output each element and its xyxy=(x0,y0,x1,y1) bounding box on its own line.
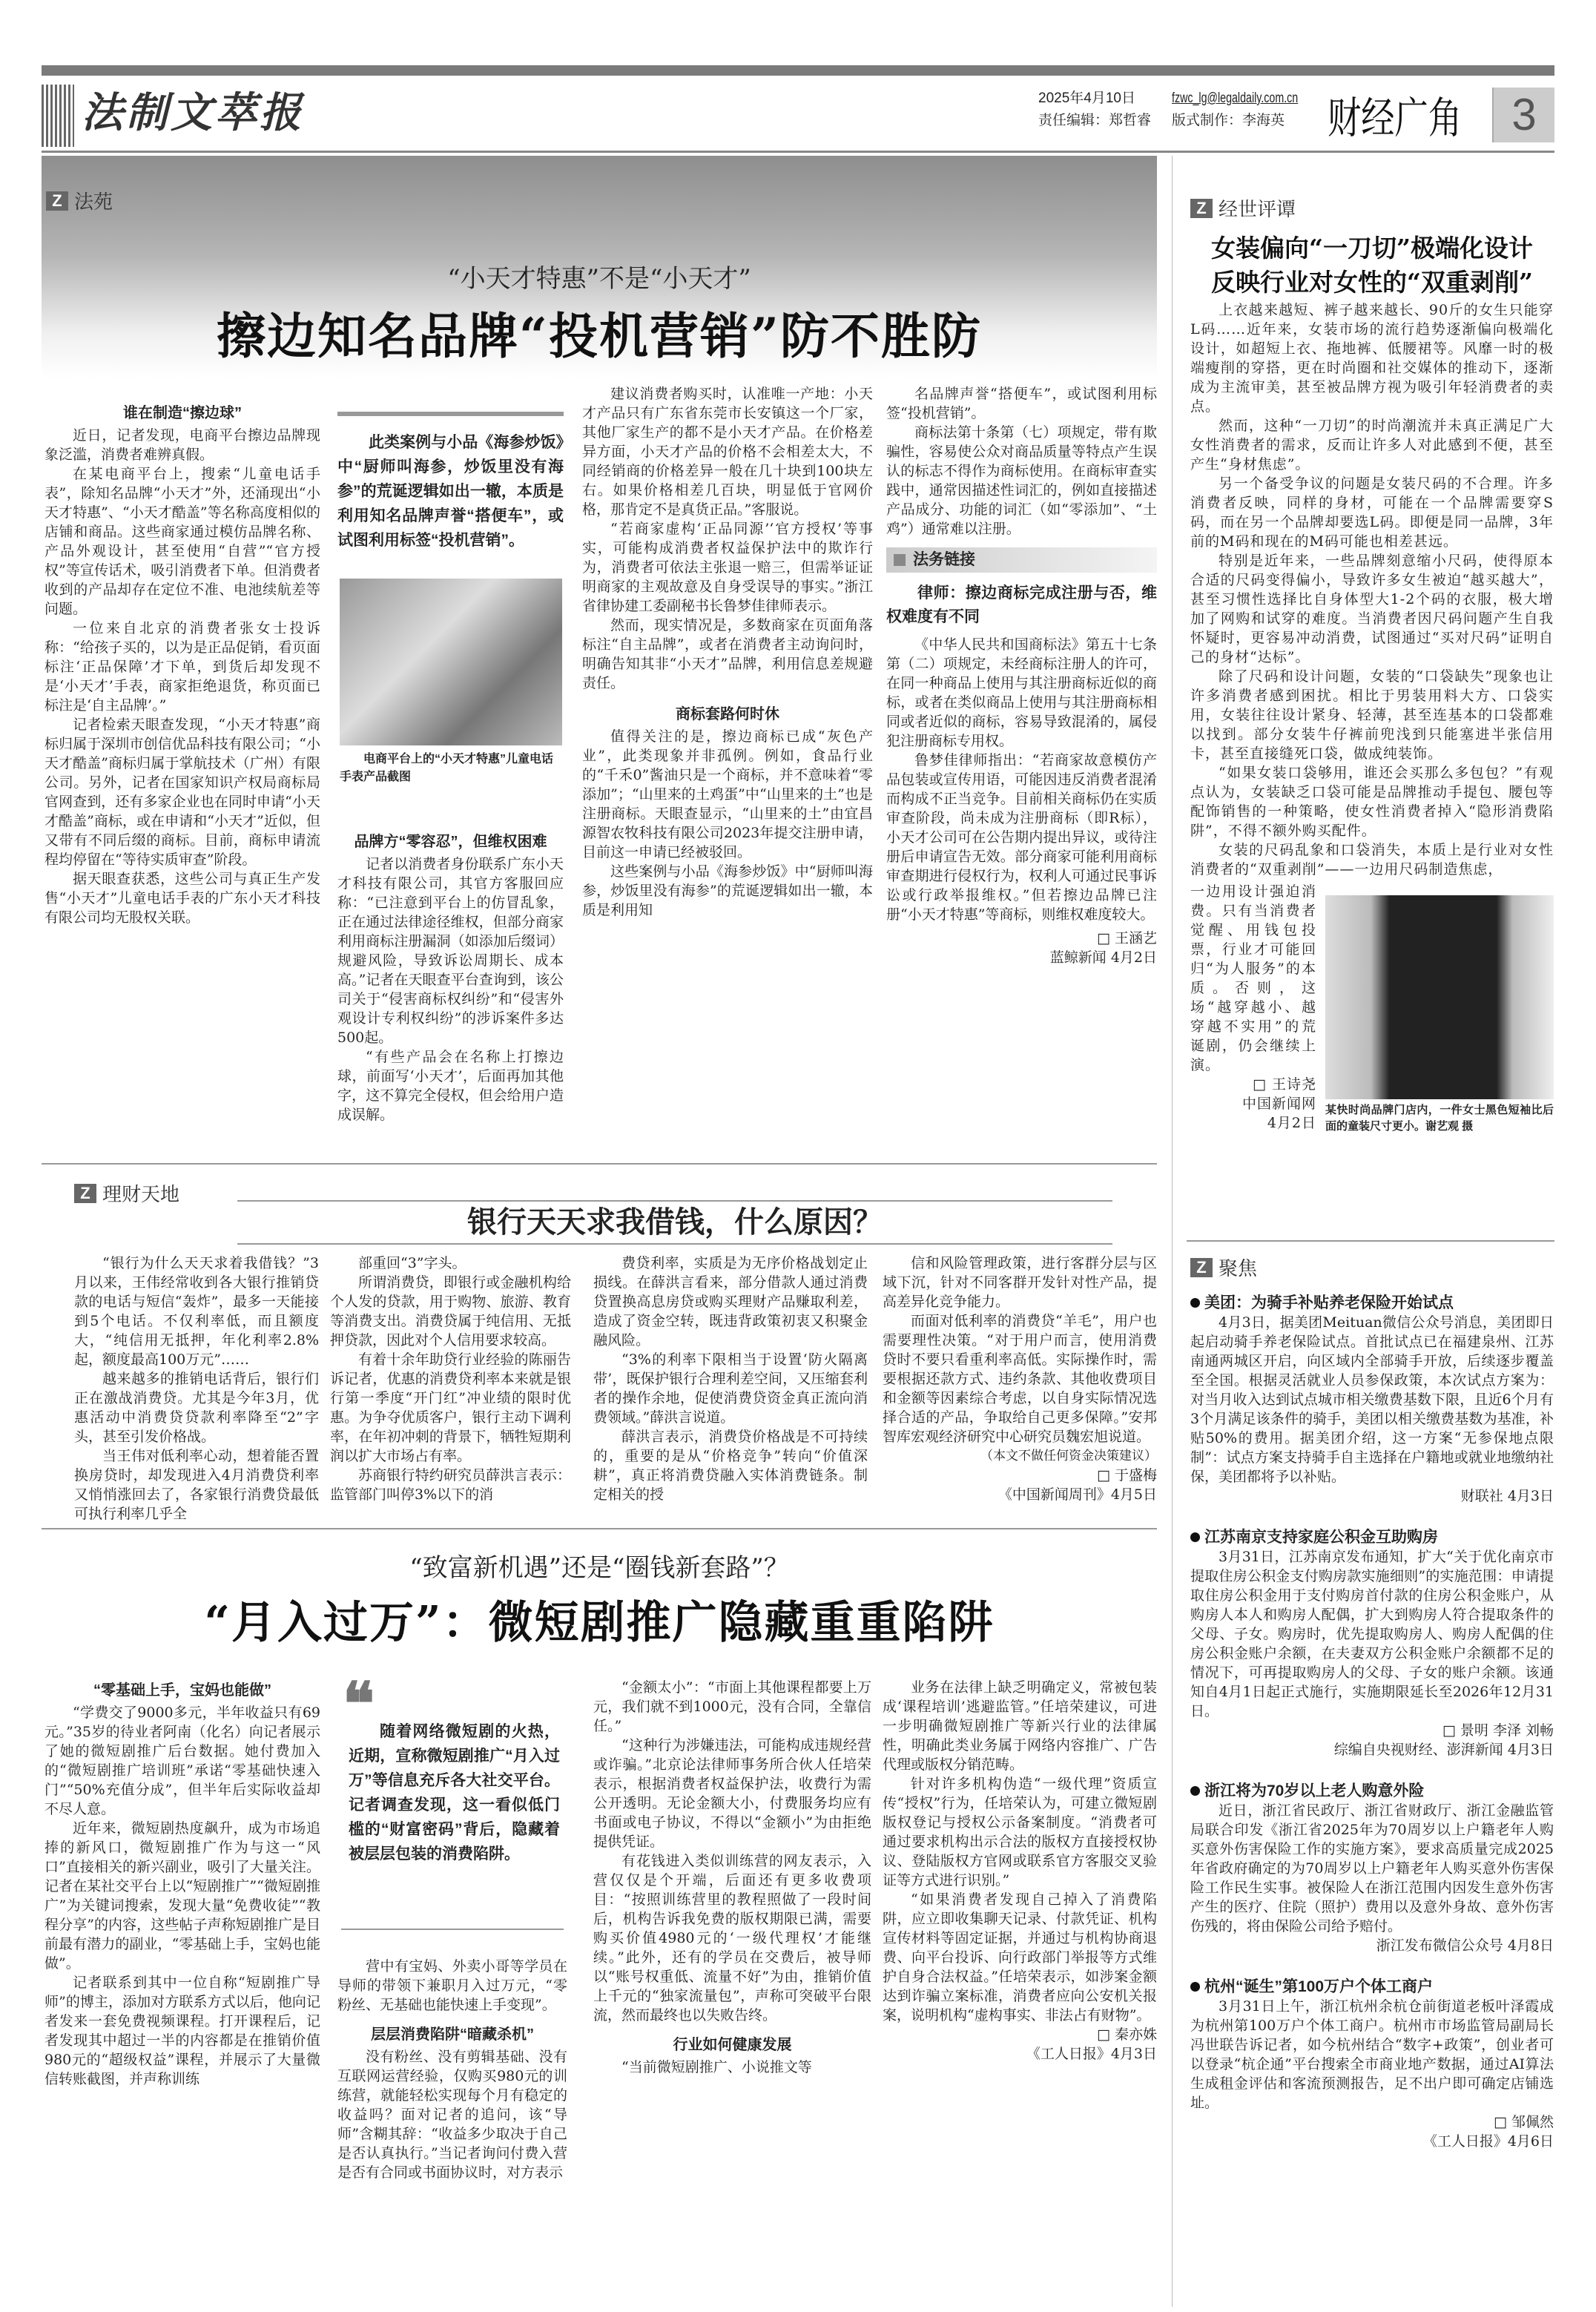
pull-quote: 此类案例与小品《海参炒饭》中“厨师叫海参，炒饭里没有海参”的荒诞逻辑如出一辙，本质是利用知名品牌声誉“搭便车”，或试图利用标签“投机营销”。 xyxy=(337,434,564,549)
paragraph: 特别是近年来，一些品牌刻意缩小尺码，使得原本合适的尺码变得偏小，导致许多女生被迫“越买越大”，甚至习惯性选择比自身体型大1-2个码的衣服，极大增加了网购和试穿的难度。当消费者因尺码问题产生自我怀疑时，更容易冲动消费，试图通过“买对尺码”证明自己的身材“达标”。 xyxy=(1190,553,1554,665)
paragraph: 记者联系到其中一位自称“短剧推广导师”的博主，添加对方联系方式以后，他向记者发来一套免费视频课程。打开课程后，记者发现其中超过一半的内容都是在推销价值980元的“超级权益”课程，并展示了大量微信转账截图，并声称训练 xyxy=(44,1975,320,2087)
source: 《中国新闻周刊》4月5日 xyxy=(998,1486,1157,1503)
item-body: 3月31日，江苏南京发布通知，扩大“关于优化南京市提取住房公积金支付购房款实施细则”的实施范围：申请提取住房公积金用于支付购房首付款的住房公积金账户，从购房人本人和购房人配偶，扩大到购房人符合提取条件的父母、子女。购房时，优先提取购房人、购房人配偶的住房公积金账户余额，在夫妻双方公积金账户余额都不足的情况下，可再提取购房人的父母、子女的账户余额。该通知自4月1日起正式施行，实施期限延长至2026年12月31日。 xyxy=(1190,1549,1554,1719)
paragraph: 建议消费者购买时，认准唯一产地：小天才产品只有广东省东莞市长安镇这一个厂家，其他厂家生产的都不是小天才产品。在价格差异方面，小天才产品的价格不会相差太大，不同经销商的价格差异一般在几十块到100块左右。如果价格相差几百块，明显低于官网价格，那肯定不是真货正品。”客服说。 xyxy=(582,386,873,518)
news-item xyxy=(1190,1528,1554,1759)
z-logo-icon: Z xyxy=(46,191,68,211)
paragraphs xyxy=(74,1254,319,1524)
item-title: 江苏南京支持家庭公积金互助购房 xyxy=(1204,1529,1438,1546)
source: 中国新闻网 xyxy=(1241,1096,1316,1112)
qr-code xyxy=(42,85,74,147)
paragraph: 部重回“3”字头。 xyxy=(358,1255,466,1271)
paragraphs xyxy=(330,1254,571,1504)
tag-label: 经世评谭 xyxy=(1219,198,1296,220)
news-item xyxy=(1190,1977,1554,2151)
paragraph: “学费交了9000多元，半年收益只有69元。”35岁的待业者阿南（化名）向记者展示了她的微短剧推广后台数据。她付费加入的“微短剧推广培训班”承诺“零基础快速入门”“50%充值分成”，但半年后实际收益却不尽人意。 xyxy=(44,1705,320,1817)
column xyxy=(886,384,1157,967)
subheading: 商标套路何时休 xyxy=(676,706,779,722)
subheading: 品牌方“零容忍”，但维权困难 xyxy=(354,834,547,850)
paragraph: 据天眼查获悉，这些公司与真正生产发售“小天才”儿童电话手表的广东小天才科技有限公司均无股权关联。 xyxy=(44,871,320,926)
paragraph: “如果女装口袋够用，谁还会买那么多包包？”有观点认为，女装缺乏口袋可能是品牌推动手提包、腰包等配饰销售的一种策略，使女性消费者掉入“隐形消费陷阱”，不得不额外购买配件。 xyxy=(1190,765,1554,839)
paragraphs xyxy=(883,1254,1157,1446)
commentary-body xyxy=(1190,300,1554,1135)
paragraph: “若商家虚构‘正品同源’‘官方授权’等事实，可能构成消费者权益保护法中的欺诈行为，消费者可依法主张退一赔三，但需举证证明商家的主观故意及自身受误导的事实。”浙江省律协建工委副秘书长鲁梦佳律师表示。 xyxy=(582,521,873,614)
source: 《工人日报》4月6日 xyxy=(1422,2133,1554,2150)
paragraph: 商标法第十条第（七）项规定，带有欺骗性，容易使公众对商品质量等特点产生误认的标志不得作为商标使用。在商标审查实践中，通常因描述性词汇的，例如直接描述产品成分、功能的词汇（如“零添加”、“土鸡”）通常难以注册。 xyxy=(886,424,1157,537)
paragraph: 然而，现实情况是，多数商家在页面角落标注“自主品牌”，或者在消费者主动询问时，明确告知其非“小天才”品牌，利用信息差规避责任。 xyxy=(582,617,873,691)
bullet-icon xyxy=(1190,1982,1200,1992)
legal-link-bar xyxy=(886,547,1157,573)
paragraphs xyxy=(582,384,873,693)
paragraph: 值得关注的是，擦边商标已成“灰色产业”，此类现象并非孤例。例如，食品行业的“千禾0”酱油只是一个商标，并不意味着“零添加”；“山里来的土鸡蛋”中“山里来的土”也是注册商标。天眼查显示，“山里来的土”由宜昌源智农牧科技有限公司2023年提交注册申请，目前这一申请已经被驳回。 xyxy=(582,728,873,860)
paragraph: 然而，这种“一刀切”的时尚潮流并未真正满足广大女性消费者的需求，反而让许多人对此感到不便，甚至产生“身材焦虑”。 xyxy=(1190,418,1554,472)
paragraph: 没有粉丝、没有剪辑基础、没有互联网运营经验，仅购买980元的训练营，就能轻松实现每个月有稳定的收益吗？面对记者的追问，该“导师”含糊其辞：“收益多少取决于自己是否认真执行。”当记者询问付费入营是否有合同或书面协议时，对方表示 xyxy=(337,2049,567,2181)
column xyxy=(582,384,873,920)
contact-info xyxy=(1172,88,1320,132)
paragraph: 鲁梦佳律师指出：“若商家故意模仿产品包装或宣传用语，可能因违反消费者混淆而构成不正当竞争。目前相关商标仍在实质审查阶段，尚未成为注册商标（即R标），小天才公司可在公告期内提出异议，或待注册后申请宣告无效。部分商家可能利用商标审查期进行侵权行为，权利人可通过民事诉讼或行政举报维权。”但若擦边品牌已注册“小天才特惠”等商标，则维权难度较大。 xyxy=(886,752,1157,923)
paragraph: 近日，记者发现，电商平台擦边品牌现象泛滥，消费者难辨真假。 xyxy=(44,427,320,463)
paragraphs xyxy=(337,1957,567,2015)
paragraph: “银行为什么天天求着我借钱？”3月以来，王伟经常收到各大银行推销贷款的电话与短信“轰炸”，最多一天能接到5个电话。不仅利率低，而且额度大，“纯信用无抵押，年化利率2.8%起，额度最高100万元”…… xyxy=(74,1255,319,1368)
item-body: 3月31日上午，浙江杭州余杭仓前街道老板叶泽霞成为杭州第100万户个体工商户。杭州市市场监管局副局长冯世联告诉记者，如今杭州结合“数字+政策”，创业者可以登录“杭企通”平台搜索全市商业地产数据，通过AI算法生成租金评估和客流预测报告，足不出户即可确定店铺选址。 xyxy=(1190,1998,1554,2111)
section-tag xyxy=(1190,1254,1257,1281)
author: □ 秦亦姝 xyxy=(1097,2026,1157,2043)
source: 综编自央视财经、澎湃新闻 4月3日 xyxy=(1333,1742,1554,1758)
column xyxy=(593,1254,868,1504)
section-divider xyxy=(42,1163,1157,1165)
square-icon xyxy=(894,554,906,566)
black-tshirt-photo xyxy=(1325,895,1554,1099)
author: □ 王诗尧 xyxy=(1253,1076,1316,1093)
author: □ 邹佩然 xyxy=(1494,2114,1554,2130)
paragraph: 苏商银行特约研究员薛洪言表示：监管部门叫停3%以下的消 xyxy=(330,1467,571,1503)
tag-label: 法苑 xyxy=(74,191,113,213)
paragraphs xyxy=(337,2047,567,2182)
paragraphs xyxy=(337,854,564,1124)
focus-list xyxy=(1190,1283,1554,2151)
column xyxy=(883,1254,1157,1504)
paragraph: 越来越多的推销电话背后，银行们正在激战消费贷。尤其是今年3月，优惠活动中消费贷贷款利率降至“2”字头，甚至引发价格战。 xyxy=(74,1371,319,1445)
newspaper-logo: 法制文萃报 xyxy=(82,88,304,137)
author: □ 景明 李泽 刘畅 xyxy=(1442,1722,1554,1739)
column xyxy=(44,401,320,927)
paragraph: “这种行为涉嫌违法，可能构成违规经营或诈骗。”北京论法律师事务所合伙人任培荣表示，根据消费者权益保护法，收费行为需公开透明。无论金额大小，付费服务均应有书面或电子协议，不得以“金额小”为由拒绝提供凭证。 xyxy=(593,1737,871,1850)
photo-caption: 某快时尚品牌门店内，一件女士黑色短袖比后面的童装尺寸更小。谢艺观 摄 xyxy=(1325,1104,1554,1133)
bullet-icon xyxy=(1190,1532,1200,1542)
news-item xyxy=(1190,1294,1554,1506)
article-subtitle: “致富新机遇”还是“圈钱新套路”？ xyxy=(409,1553,789,1583)
author: □ 王涵艺 xyxy=(1097,930,1157,946)
paragraph: “3%的利率下限相当于设置‘防火隔离带’，既保护银行合理利差空间，又压缩套利者的操作余地，促使消费贷资金真正流向消费领域。”薛洪言说道。 xyxy=(593,1351,868,1426)
quote-rule xyxy=(341,1929,564,1930)
issue-info xyxy=(1038,88,1151,132)
paragraph: 薛洪言表示，消费贷价格战是不可持续的，重要的是从“价格竞争”转向“价值深耕”，真正将消费贷融入实体消费链条。制定相关的授 xyxy=(593,1429,868,1503)
paragraph: 营中有宝妈、外卖小哥等学员在导师的带领下兼职月入过万元，“零粉丝、无基础也能快速上手变现”。 xyxy=(337,1958,567,2013)
source: 蓝鲸新闻 4月2日 xyxy=(1049,949,1157,966)
issue-date: 2025年4月10日 xyxy=(1038,90,1135,106)
paragraph: 费贷利率，实质是为无序价格战划定止损线。在薛洪言看来，部分借款人通过消费贷置换高息房贷或购买理财产品赚取利差，造成了资金空转，既违背政策初衷又积聚金融风险。 xyxy=(593,1255,868,1348)
paragraph: 除了尺码和设计问题，女装的“口袋缺失”现象也让许多消费者感到困扰。相比于男装用料大方、口袋实用，女装往往设计紧身、轻薄，甚至连基本的口袋都难以找到。部分女装牛仔裤前兜浅到只能塞进半张信用卡，甚至直接缝死口袋，做成纯装饰。 xyxy=(1190,668,1554,762)
column xyxy=(44,1678,320,2089)
masthead-divider xyxy=(42,151,1554,153)
paragraph: 针对许多机构伪造“一级代理”资质宣传“授权”行为，任培荣认为，可建立微短剧版权登记与授权公示备案制度。“消费者可通过要求机构出示合法的版权方直接授权协议、登陆版权方官网或联系官方客服交叉验证等方式进行识别。” xyxy=(883,1776,1157,1888)
article-headline: 擦边知名品牌“投机营销”防不胜防 xyxy=(217,307,982,365)
section-tag xyxy=(1190,194,1296,222)
quote-mark-icon: ❝ xyxy=(343,1669,375,1739)
column xyxy=(337,1957,567,2182)
column xyxy=(1190,882,1316,1133)
paragraphs xyxy=(44,426,320,927)
paragraph: 名品牌声誉“搭便车”，或试图利用标签“投机营销”。 xyxy=(886,386,1157,421)
paragraph: 这些案例与小品《海参炒饭》中“厨师叫海参，炒饭里没有海参”的荒诞逻辑如出一辙，本质是利用知 xyxy=(582,863,873,918)
headline-line: 反映行业对女性的“双重剥削” xyxy=(1211,268,1533,297)
paragraph: 另一个备受争议的问题是女装尺码的不合理。许多消费者反映，同样的身材，可能在一个品牌需要穿S码，而在另一个品牌却要选L码。即便是同一品牌，3年前的M码和现在的M码可能也相差甚远。 xyxy=(1190,475,1554,550)
item-body: 4月3日，据美团Meituan微信公众号消息，美团即日起启动骑手养老保险试点。首批试点已在福建泉州、江苏南通两城区开启，向区域内全部骑手开放，后续逐步覆盖至全国。根据灵活就业人员参保政策，本次试点方案为：对当月收入达到试点城市相关缴费基数下限，且近6个月有3个月满足该条件的骑手，美团以相关缴费基数为基准，补贴50%的费用。据美团介绍，这一方案“无参保地点限制”：试点方案支持骑手自主选择在户籍地或就业地缴纳社保，美团都将予以补贴。 xyxy=(1190,1314,1554,1485)
page-number: 3 xyxy=(1492,88,1554,142)
email-link[interactable]: fzwc_lg@legaldaily.com.cn xyxy=(1172,90,1299,106)
paragraphs xyxy=(582,727,873,920)
paragraph: 记者检索天眼查发现，“小天才特惠”商标归属于深圳市创信优品科技有限公司；“小天才酷盖”商标归属于掌航技术（广州）有限公司。另外，记者在国家知识产权局商标局官网查到，还有多家企业也在同时申请“小天才酷盖”商标，或在申请和“小天才”近似，但又带有不同后缀的商标。目前，商标申请流程均停留在“等待实质审查”阶段。 xyxy=(44,717,320,868)
headline-line: 女装偏向“一刀切”极端化设计 xyxy=(1211,234,1533,263)
article-headline: “月入过万”：微短剧推广隐藏重重陷阱 xyxy=(204,1597,995,1649)
z-logo-icon: Z xyxy=(1190,1258,1213,1277)
photo-block xyxy=(1325,882,1554,1135)
section-divider xyxy=(1187,1240,1554,1242)
paragraphs xyxy=(1190,300,1554,879)
news-item xyxy=(1190,1782,1554,1955)
commentary-bottom xyxy=(1190,882,1554,1135)
disclaimer: （本文不做任何资金决策建议） xyxy=(980,1449,1157,1463)
paragraph: 业务在法律上缺乏明确定义，常被包装成‘课程培训’逃避监管。”任培荣建议，可进一步明确微短剧推广等新兴行业的法律属性，明确此类业务属于网络内容推广、广告代理或版权分销范畴。 xyxy=(883,1679,1157,1773)
photo-caption: 电商平台上的“小天才特惠”儿童电话手表产品截图 xyxy=(340,753,554,783)
paragraph: 有花钱进入类似训练营的网友表示，入营仅仅是个开端，后面还有更多收费项目：“按照训练营里的教程照做了一段时间后，机构告诉我免费的版权期限已满，需要购买价值4980元的‘一级代理权’才能继续。”此外，还有的学员在交费后，被导师以“账号权重低、流量不好”为由，推销价值上千元的“独家流量包”，声称可突破平台限流，然而最终也以失败告终。 xyxy=(593,1853,871,2023)
paragraph: 在某电商平台上，搜索“儿童电话手表”，除知名品牌“小天才”外，还涌现出“小天才特惠”、“小天才酷盖”等名称高度相似的店铺和商品。这些商家通过模仿品牌名称、产品外观设计，甚至使用“自营”“官方授权”等宣传话术，吸引消费者下单。但消费者收到的产品却存在定位不准、电池续航差等问题。 xyxy=(44,466,320,617)
layout-credit: 版式制作：李海英 xyxy=(1172,113,1285,128)
column-divider xyxy=(1172,156,1173,2307)
paragraph: 有着十余年助贷行业经验的陈丽告诉记者，优惠的消费贷利率本来就是银行第一季度“开门红”冲业绩的限时优惠。为争夺优质客户，银行主动下调利率，在年初冲刺的背景下，牺牲短期利润以扩大市场占有率。 xyxy=(330,1351,571,1464)
paragraphs xyxy=(886,384,1157,539)
paragraphs xyxy=(593,2058,871,2077)
section-tag xyxy=(46,187,113,214)
paragraph: 信和风险管理政策，进行客群分层与区域下沉，针对不同客群开发针对性产品，提高差异化竞争能力。 xyxy=(883,1255,1157,1310)
top-bar xyxy=(42,65,1554,76)
paragraph: 《中华人民共和国商标法》第五十七条第（二）项规定，未经商标注册人的许可，在同一种商品上使用与其注册商标近似的商标，或者在类似商品上使用与其注册商标相同或者近似的商标，容易导致混淆的，属侵犯注册商标专用权。 xyxy=(886,636,1157,749)
section-name: 财经广角 xyxy=(1328,94,1462,142)
item-title: 美团：为骑手补贴养老保险开始试点 xyxy=(1204,1294,1454,1311)
paragraph: “有些产品会在名称上打擦边球，前面写‘小天才’，后面再加其他字，这不算完全侵权，但会给用户造成误解。 xyxy=(337,1049,564,1123)
paragraphs xyxy=(886,635,1157,924)
finance-headline: 银行天天求我借钱，什么原因？ xyxy=(237,1200,1112,1245)
column xyxy=(337,829,564,1124)
source: 浙江发布微信公众号 4月8日 xyxy=(1376,1937,1554,1954)
section-tag xyxy=(74,1179,179,1207)
column xyxy=(74,1254,319,1524)
subheading: 谁在制造“擦边球” xyxy=(123,405,242,421)
link-label: 法务链接 xyxy=(913,551,975,568)
paragraph: 女装的尺码乱象和口袋消失，本质上是行业对女性消费者的“双重剥削”——一边用尺码制造焦虑， xyxy=(1190,842,1554,877)
editor: 责任编辑：郑哲睿 xyxy=(1038,113,1152,128)
paragraphs xyxy=(593,1678,871,2025)
paragraph: 而面对低利率的消费贷“羊毛”，用户也需要理性决策。“对于用户而言，使用消费贷时不要只看重利率高低。实际操作时，需要根据还款方式、违约条款、其他收费项目和金额等因素综合考虑，以自身实际情况选择合适的产品，争取给自己更多保障。”安邦智库宏观经济研究中心研究员魏宏旭说道。 xyxy=(883,1313,1157,1445)
tag-label: 聚焦 xyxy=(1219,1257,1258,1279)
author: □ 于盛梅 xyxy=(1097,1467,1157,1483)
watch-product-photo xyxy=(340,579,562,745)
tag-label: 理财天地 xyxy=(102,1183,180,1205)
column xyxy=(593,1678,871,2077)
paragraphs xyxy=(883,1678,1157,2025)
item-title: 杭州“诞生”第100万户个体工商户 xyxy=(1204,1978,1434,1995)
link-title: 律师：擦边商标完成注册与否，维权难度有不同 xyxy=(886,584,1157,625)
paragraph: 记者以消费者身份联系广东小天才科技有限公司，其官方客服回应称：“已注意到平台上的仿冒乱象，正在通过法律途径维权，但部分商家利用商标注册漏洞（如添加后缀词）规避风险，导致诉讼周期长、成本高。”记者在天眼查平台查询到，该公司关于“侵害商标权纠纷”和“侵害外观设计专利权纠纷”的涉诉案件多达500起。 xyxy=(337,856,564,1046)
article-subtitle: “小天才特惠”不是“小天才” xyxy=(447,264,751,294)
quote-rule xyxy=(337,412,564,416)
source: 财联社 4月3日 xyxy=(1460,1488,1554,1504)
paragraph: 一位来自北京的消费者张女士投诉称：“给孩子买的，以为是正品促销，看页面标注‘正品保障’才下单，到货后却发现不是‘小天才’手表，商家拒绝退货，称页面已标注是‘自主品牌’。” xyxy=(44,620,320,714)
paragraph: 所谓消费贷，即银行或金融机构给个人发的贷款，用于购物、旅游、教育等消费支出。消费贷属于纯信用、无抵押贷款，因此对个人信用要求较高。 xyxy=(330,1274,571,1348)
source: 《工人日报》4月3日 xyxy=(1026,2046,1157,2062)
z-logo-icon: Z xyxy=(1190,199,1213,218)
column xyxy=(883,1678,1157,2064)
bullet-icon xyxy=(1190,1298,1200,1308)
pull-quote: 随着网络微短剧的火热，近期，宣称微短剧推广“月入过万”等信息充斥各大社交平台。记者调查发现，这一看似低门槛的“财富密码”背后，隐藏着被层层包装的消费陷阱。 xyxy=(349,1723,560,1863)
section-divider xyxy=(42,1528,1157,1529)
paragraph: 近年来，微短剧热度飙升，成为市场追捧的新风口，微短剧推广作为与这一“风口”直接相关的新兴副业，吸引了大量关注。记者在某社交平台上以“短剧推广”“微短剧推广”为关键词搜索，发现大量“免费收徒”“教程分享”的内容，这些帖子声称短剧推广是目前最有潜力的副业，“零基础上手，宝妈也能做”。 xyxy=(44,1820,320,1972)
paragraph: 上衣越来越短、裤子越来越长、90斤的女生只能穿L码……近年来，女装市场的流行趋势逐渐偏向极端化设计，如超短上衣、拖地裤、低腰裙等。风靡一时的极端瘦削的穿搭，更在时尚圈和社交媒体的推动下，逐渐成为主流审美，甚至被品牌方视为吸引年轻消费者的卖点。 xyxy=(1190,302,1554,415)
source-date: 4月2日 xyxy=(1267,1115,1316,1131)
paragraph: 当王伟对低利率心动，想着能否置换房贷时，却发现进入4月消费贷利率又悄悄涨回去了，各家银行消费贷最低可执行利率几乎全 xyxy=(74,1448,319,1522)
z-logo-icon: Z xyxy=(74,1184,96,1203)
paragraph: 一边用设计强迫消费。只有当消费者觉醒、用钱包投票，行业才可能回归“为人服务”的本质。否则，这场“越穿越小、越穿越不实用”的荒诞剧，仍会继续上演。 xyxy=(1190,883,1316,1073)
paragraph: “如果消费者发现自己掉入了消费陷阱，应立即收集聊天记录、付款凭证、机构宣传材料等固定证据，并通过与机构协商退费、向平台投诉、向行政部门举报等方式维护自身合法权益。”任培荣表示，如涉案金额达到诈骗立案标准，消费者应向公安机关报案，说明机构“虚构事实、非法占有财物”。 xyxy=(883,1891,1157,2023)
subheading: 层层消费陷阱“暗藏杀机” xyxy=(371,2026,534,2043)
commentary-headline xyxy=(1190,231,1554,300)
item-body: 近日，浙江省民政厅、浙江省财政厅、浙江金融监管局联合印发《浙江省2025年为70周岁以上户籍老年人购买意外伤害保险工作的实施方案》，要求高质量完成2025年省政府确定的为70周岁以上户籍老年人购买意外伤害保险工作民生实事。被保险人在浙江范围内因发生意外伤害产生的医疗、住院（照护）费用以及意外身故、意外伤害伤残的，将由保险公司给予赔付。 xyxy=(1190,1802,1554,1934)
paragraph: “当前微短剧推广、小说推文等 xyxy=(621,2059,812,2075)
paragraph: “金额太小”：“市面上其他课程都要上万元，我们就不到1000元，没有合同，全靠信任。” xyxy=(593,1679,871,1734)
paragraphs xyxy=(593,1254,868,1504)
paragraphs xyxy=(44,1703,320,2089)
subheading: 行业如何健康发展 xyxy=(673,2037,792,2053)
item-title: 浙江将为70岁以上老人购意外险 xyxy=(1204,1782,1425,1799)
subheading: “零基础上手，宝妈也能做” xyxy=(93,1682,271,1699)
column xyxy=(330,1254,571,1504)
bullet-icon xyxy=(1190,1786,1200,1796)
